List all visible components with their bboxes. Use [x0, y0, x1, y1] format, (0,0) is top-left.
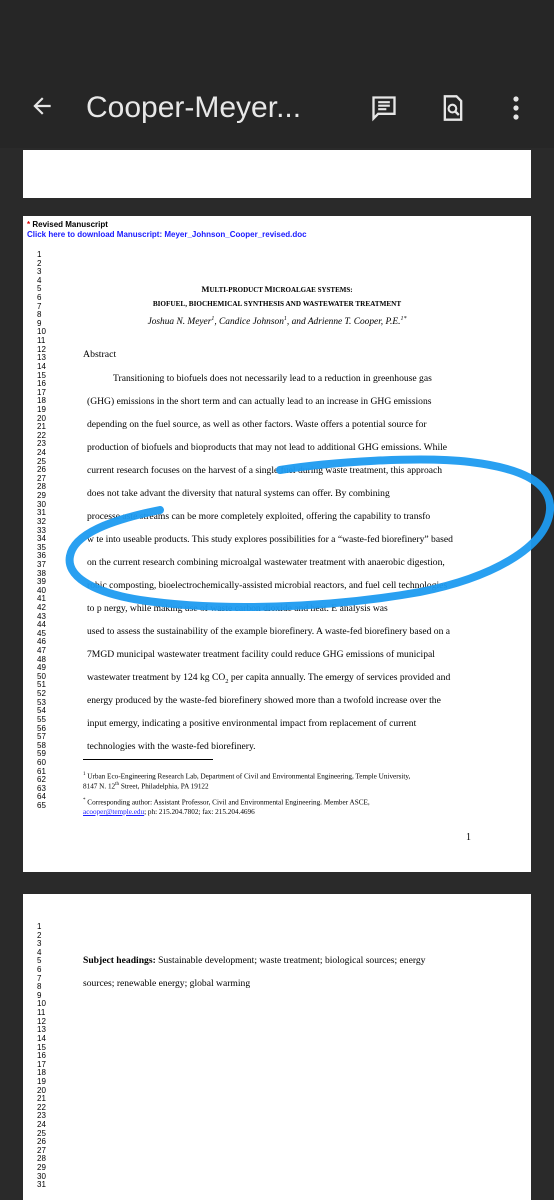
line-number: 26 — [37, 1137, 46, 1147]
status-bar — [0, 0, 554, 62]
line-number: 2 — [37, 930, 42, 940]
line-number: 59 — [37, 749, 46, 759]
line-number: 35 — [37, 542, 46, 552]
line-number: 19 — [37, 1076, 46, 1086]
footnote-2-marker: * — [83, 798, 86, 803]
line-number: 28 — [37, 1154, 46, 1164]
line-number: 6 — [37, 965, 42, 975]
author-1-affil: 1 — [211, 316, 215, 322]
line-number: 22 — [37, 1102, 46, 1112]
footnote-1-line-1 — [83, 772, 410, 780]
footnote-2-contact: ; ph: 215.204.7802; fax: 215.204.4696 — [144, 808, 255, 816]
line-number: 2 — [37, 258, 42, 268]
line-number: 42 — [37, 602, 46, 612]
line-number: 1 — [37, 250, 42, 259]
subject-headings-label: Subject headings: — [83, 955, 156, 966]
line-number: 29 — [37, 491, 46, 501]
abstract-line-co2 — [87, 672, 450, 685]
abstract-line: input emergy, indicating a positive environmental impact from replacement of current — [87, 718, 417, 729]
revised-manuscript-label — [27, 220, 108, 229]
line-number: 6 — [37, 293, 42, 303]
footnote-divider — [83, 759, 213, 760]
revised-text: Revised Manuscript — [32, 220, 108, 229]
previous-page — [23, 150, 531, 198]
footnote-1-address-tail: Street, Philadelphia, PA 19122 — [119, 782, 209, 791]
line-number: 28 — [37, 482, 46, 492]
line-number: 14 — [37, 1033, 46, 1043]
line-number: 24 — [37, 1120, 46, 1130]
more-vertical-icon — [512, 95, 520, 121]
line-number: 10 — [37, 999, 46, 1009]
line-number: 12 — [37, 1016, 46, 1026]
abstract-line: processe aste streams can be more completely exploited, offering the capability to transfo — [87, 511, 431, 522]
abstract-line: Transitioning to biofuels does not necessarily lead to a reduction in greenhouse gas — [113, 373, 432, 384]
line-number: 9 — [37, 318, 42, 328]
title-cap-m2: M — [264, 284, 273, 294]
line-number: 44 — [37, 620, 46, 630]
line-number: 47 — [37, 646, 46, 656]
line-number: 65 — [37, 801, 46, 810]
line-number: 21 — [37, 422, 46, 432]
abstract-line: energy produced by the waste-fed biorefinery showed more than a twofold increase over the — [87, 695, 441, 706]
abstract-line: to p nergy, while making use of waste carbon dioxide and heat. E analysis was — [87, 603, 388, 614]
line-number: 4 — [37, 947, 42, 957]
line-number: 20 — [37, 1085, 46, 1095]
author-3: , and Adrienne T. Cooper, P.E. — [286, 317, 401, 328]
line-number: 33 — [37, 525, 46, 535]
line-number: 25 — [37, 1128, 46, 1138]
line-number: 39 — [37, 577, 46, 587]
back-button[interactable] — [24, 88, 60, 124]
line-number: 16 — [37, 1051, 46, 1061]
line-number: 25 — [37, 456, 46, 466]
footnote-1-text: Urban Eco-Engineering Research Lab, Department of Civil and Environmental Engineering, Temple University, — [85, 772, 411, 781]
line-number: 10 — [37, 327, 46, 337]
line-number: 13 — [37, 1025, 46, 1035]
line-number: 5 — [37, 284, 42, 294]
line-number: 15 — [37, 1042, 46, 1052]
co2-subscript: 2 — [225, 677, 229, 685]
line-number: 15 — [37, 370, 46, 380]
line-number: 60 — [37, 757, 46, 767]
line-number: 64 — [37, 792, 46, 802]
author-3-affil: 1* — [400, 316, 407, 322]
line-number: 27 — [37, 1145, 46, 1155]
line-number: 49 — [37, 663, 46, 673]
line-number: 30 — [37, 499, 46, 509]
line-number: 34 — [37, 534, 46, 544]
line-number: 3 — [37, 939, 42, 949]
line-numbers — [37, 251, 46, 811]
line-number: 24 — [37, 448, 46, 458]
line-number: 37 — [37, 559, 46, 569]
document-search-icon — [439, 94, 467, 122]
line-number: 12 — [37, 344, 46, 354]
footnote-1-address: 8147 N. 12 — [83, 782, 116, 791]
paper-title-line-2: BIOFUEL, BIOCHEMICAL SYNTHESIS AND WASTEWATER TREATMENT — [152, 300, 402, 308]
line-number: 3 — [37, 267, 42, 277]
footnote-2-line-1 — [83, 798, 370, 806]
author-2-affil: 1 — [283, 316, 287, 322]
line-number: 51 — [37, 680, 46, 690]
document-title: Cooper-Meyer... — [86, 91, 302, 124]
paper-title-line-1 — [23, 284, 531, 294]
line-number: 23 — [37, 1111, 46, 1121]
find-in-document-button[interactable] — [437, 92, 469, 124]
subject-headings-line-2: sources; renewable energy; global warming — [83, 978, 251, 989]
page-number: 1 — [466, 832, 471, 843]
abstract-line: does not take advant the diversity that natural systems can offer. By combining — [87, 488, 390, 499]
line-number: 31 — [37, 1180, 46, 1190]
line-number: 14 — [37, 361, 46, 371]
line-number: 11 — [37, 336, 46, 346]
line-number: 22 — [37, 430, 46, 440]
author-2: , Candice Johnson — [214, 317, 284, 328]
co2-text: wastewater treatment by 124 kg CO — [87, 672, 226, 683]
abstract-line: w te into useable products. This study explores possibilities for a “waste-fed biorefinery” based — [87, 534, 453, 545]
footnote-2-line-2 — [83, 808, 255, 816]
line-number: 43 — [37, 611, 46, 621]
line-number: 8 — [37, 310, 42, 320]
line-number: 19 — [37, 404, 46, 414]
abstract-line: robic composting, bioelectrochemically-assisted microbial reactors, and fuel cell technologies — [87, 580, 448, 591]
line-number: 30 — [37, 1171, 46, 1181]
abstract-line: depending on the fuel source, as well as other factors. Waste offers a potential source for — [87, 419, 427, 430]
abstract-line: current research focuses on the harvest of a single fuel during waste treatment, this approach — [87, 465, 443, 476]
line-number: 46 — [37, 637, 46, 647]
line-number: 18 — [37, 1068, 46, 1078]
download-manuscript-link[interactable]: Click here to download Manuscript: Meyer_Johnson_Cooper_revised.doc — [27, 230, 307, 239]
abstract-line: (GHG) emissions in the short term and can actually lead to an increase in GHG emissions — [87, 396, 432, 407]
abstract-line: technologies with the waste-fed biorefinery. — [87, 741, 256, 752]
line-number: 55 — [37, 714, 46, 724]
line-number: 7 — [37, 973, 42, 983]
line-number: 54 — [37, 706, 46, 716]
back-arrow-icon — [29, 93, 55, 119]
footnote-2-text: Corresponding author: Assistant Professor, Civil and Environmental Engineering. Member ASCE, — [85, 798, 370, 807]
abstract-line: on the current research combining microalgal wastewater treatment with anaerobic digestion, — [87, 557, 445, 568]
author-1: Joshua N. Meyer — [147, 317, 212, 328]
footnote-1-ordinal: th — [115, 782, 120, 787]
abstract-line: production of biofuels and bioproducts that may not lead to additional GHG emissions. While — [87, 442, 448, 453]
line-number: 57 — [37, 732, 46, 742]
line-number: 52 — [37, 689, 46, 699]
line-number: 1 — [37, 922, 42, 931]
manuscript-page-1 — [23, 216, 531, 872]
line-number: 50 — [37, 671, 46, 681]
line-number: 26 — [37, 465, 46, 475]
email-link[interactable]: acooper@temple.edu — [83, 808, 145, 816]
line-number: 5 — [37, 956, 42, 966]
asterisk: * — [27, 220, 31, 229]
line-number: 38 — [37, 568, 46, 578]
line-number: 20 — [37, 413, 46, 423]
line-number: 48 — [37, 654, 46, 664]
paper-authors — [23, 316, 531, 327]
line-number: 32 — [37, 516, 46, 526]
line-number: 63 — [37, 783, 46, 793]
line-number: 36 — [37, 551, 46, 561]
line-number: 61 — [37, 766, 46, 776]
line-number: 8 — [37, 982, 42, 992]
line-number: 4 — [37, 275, 42, 285]
line-number: 16 — [37, 379, 46, 389]
line-number: 41 — [37, 594, 46, 604]
title-cap-m1: M — [201, 284, 210, 294]
subject-headings-text: Sustainable development; waste treatment; biological sources; energy — [155, 955, 426, 966]
notes-button[interactable] — [368, 92, 400, 124]
line-number: 21 — [37, 1094, 46, 1104]
line-number: 11 — [37, 1008, 46, 1018]
title-small-caps-2: ICROALGAE SYSTEMS: — [272, 286, 353, 294]
footnote-1-line-2 — [83, 782, 209, 790]
line-numbers — [37, 923, 46, 1190]
line-number: 62 — [37, 775, 46, 785]
title-small-caps-1: ULTI-PRODUCT — [209, 286, 265, 294]
manuscript-page-2 — [23, 894, 531, 1200]
subject-headings-line-1 — [83, 955, 425, 966]
line-number: 17 — [37, 1059, 46, 1069]
line-number: 18 — [37, 396, 46, 406]
line-number: 45 — [37, 628, 46, 638]
abstract-heading: Abstract — [83, 349, 117, 360]
line-number: 29 — [37, 1163, 46, 1173]
line-number: 58 — [37, 740, 46, 750]
notes-icon — [370, 94, 398, 122]
line-number: 53 — [37, 697, 46, 707]
more-options-button[interactable] — [506, 92, 526, 124]
co2-tail: per capita annually. The emergy of services provided and — [228, 672, 451, 683]
line-number: 9 — [37, 990, 42, 1000]
line-number: 23 — [37, 439, 46, 449]
abstract-line: used to assess the sustainability of the example biorefinery. A waste-fed biorefinery based on a — [87, 626, 451, 637]
line-number: 56 — [37, 723, 46, 733]
line-number: 7 — [37, 301, 42, 311]
line-number: 40 — [37, 585, 46, 595]
line-number: 27 — [37, 473, 46, 483]
line-number: 17 — [37, 387, 46, 397]
line-number: 31 — [37, 508, 46, 518]
abstract-line: 7MGD municipal wastewater treatment facility could reduce GHG emissions of municipal — [87, 649, 435, 660]
line-number: 13 — [37, 353, 46, 363]
footnote-1-marker: 1 — [83, 772, 86, 777]
